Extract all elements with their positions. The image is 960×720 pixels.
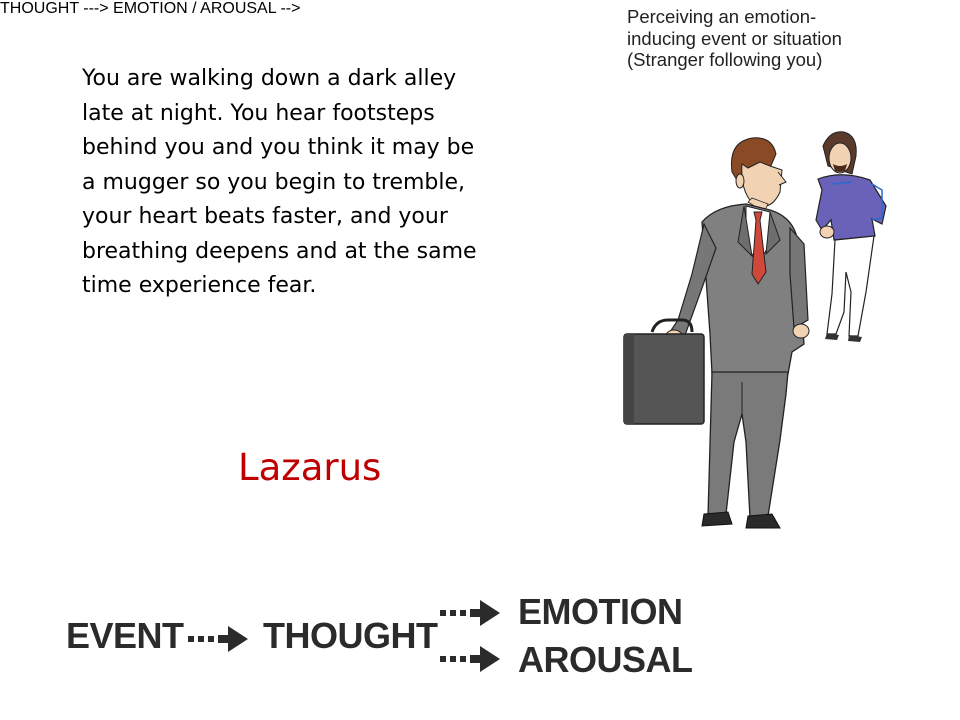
illustration-caption xyxy=(627,6,957,71)
arrow-thought-to-arousal xyxy=(440,642,504,676)
scenario-line: breathing deepens and at the same xyxy=(82,238,477,264)
arrow-thought-to-emotion xyxy=(440,596,504,630)
scenario-line: a mugger so you begin to tremble, xyxy=(82,169,466,195)
arrow-event-to-thought xyxy=(188,622,252,656)
scenario-line: your heart beats faster, and your xyxy=(82,204,448,229)
flow-node-emotion: EMOTION xyxy=(518,591,683,632)
scenario-text xyxy=(82,62,552,304)
caption-line: Perceiving an emotion- xyxy=(627,6,817,27)
scenario-line: behind you and you think it may be xyxy=(82,135,475,160)
man-figure xyxy=(624,138,809,528)
stranger-figure xyxy=(816,132,886,342)
flow-node-event: EVENT xyxy=(66,615,184,656)
flow-node-arousal: AROUSAL xyxy=(518,639,693,680)
flow-node-thought: THOUGHT xyxy=(263,615,438,656)
scenario-line: time experience fear. xyxy=(82,273,317,298)
scenario-line: late at night. You hear footsteps xyxy=(82,100,435,126)
theorist-name: Lazarus xyxy=(238,446,382,489)
scenario-line: You are walking down a dark alley xyxy=(82,66,457,91)
stranger-following-illustration xyxy=(620,124,910,544)
caption-line: inducing event or situation xyxy=(627,27,842,49)
caption-line: (Stranger following you) xyxy=(627,49,823,70)
